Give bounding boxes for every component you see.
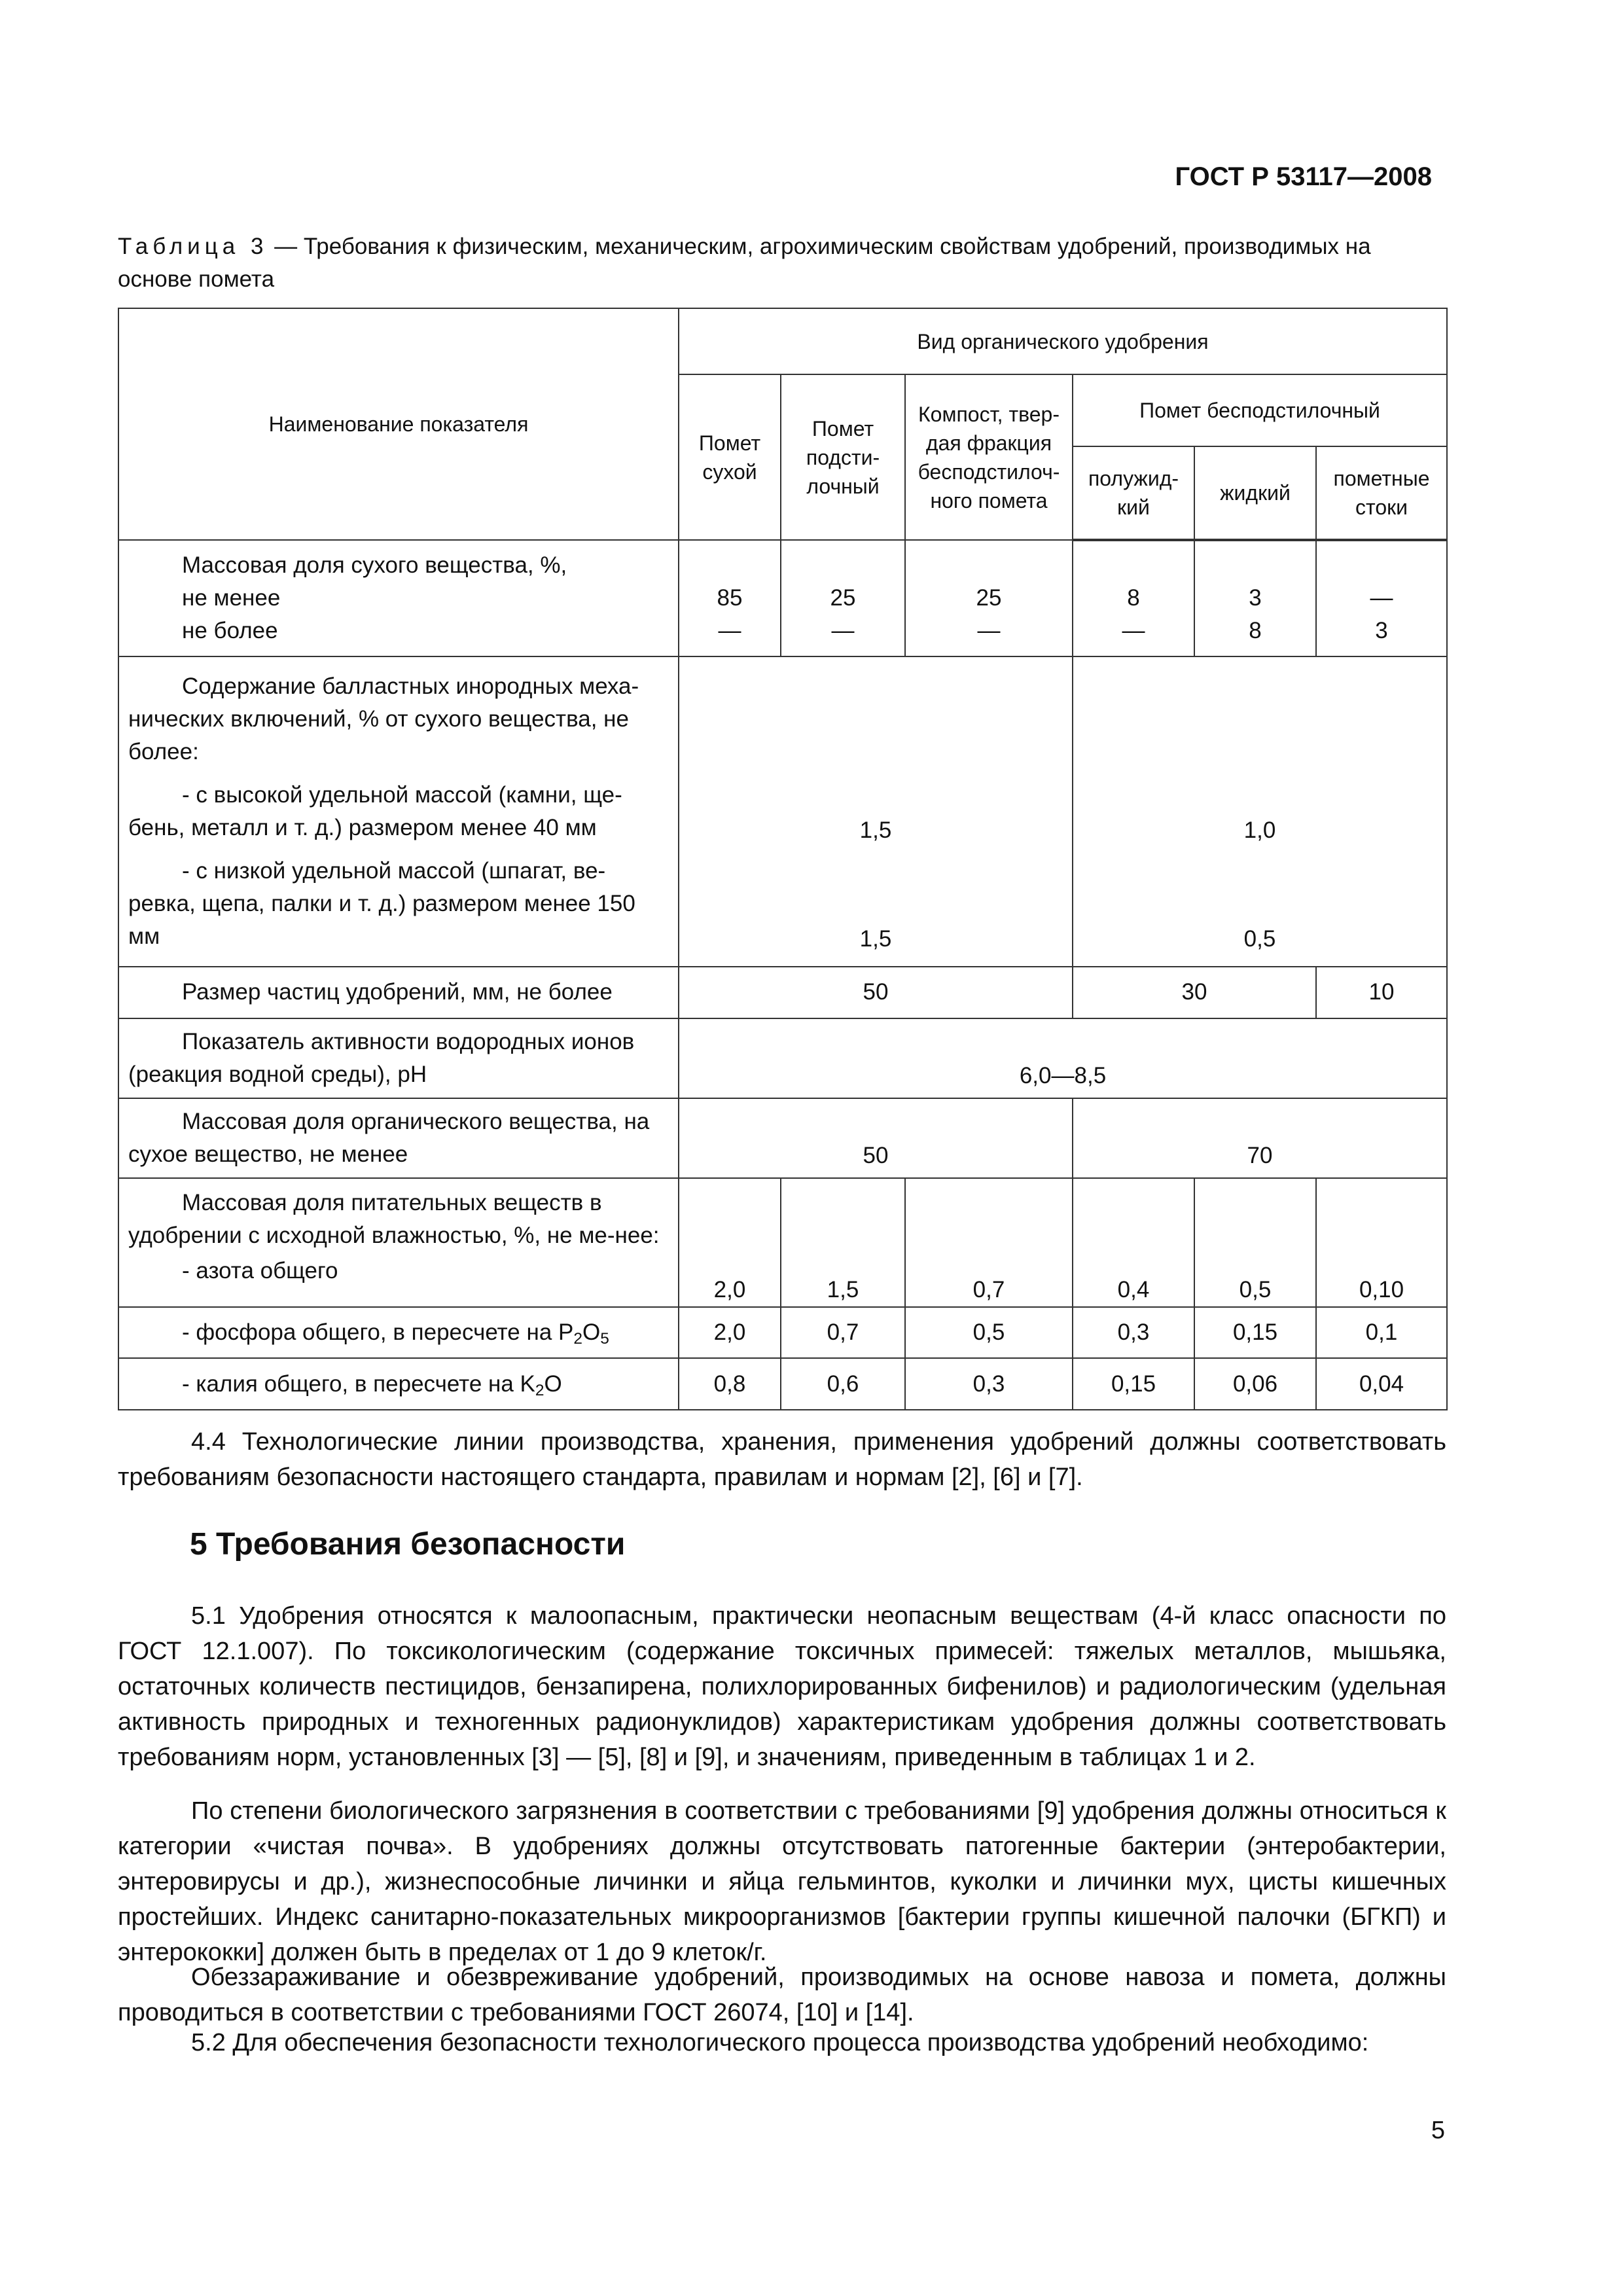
cell-particle-size: 10 [1316,967,1447,1018]
cell-particle-size: 30 [1073,967,1316,1018]
cell-nitrogen: 0,10 [1316,1178,1447,1307]
row-organic-matter-label: Массовая доля органического вещества, на сухое вещество, не менее [118,1098,679,1178]
section-5-title: 5 Требования безопасности [190,1527,626,1562]
cell-potassium: 0,04 [1316,1358,1447,1410]
paragraph-5-1: 5.1 Удобрения относятся к малоопасным, практически неопасным веществам (4-й класс опасности по ГОСТ 12.1.007). По токсикологическим (содержание токсичных примесей: тяжелых металлов, мышьяка, остаточных количеств пестицидов, бензапирена, полихлорированных бифенилов) и радиологическим (удельная активность природных и техногенных радионуклидов) характеристикам удобрения должны соответствовать требованиям норм, установленных [3] — [5], [8] и [9], и значениям, приведенным в таблицах 1 и 2. [118,1602,1446,1771]
cell-phosphorus: 0,15 [1194,1307,1316,1359]
table-caption [118,230,1427,296]
cell-dry-matter: 85 — [679,540,781,656]
row-particle-size-label: Размер частиц удобрений, мм, не более [118,967,679,1018]
cell-nitrogen: 0,7 [905,1178,1073,1307]
cell-nitrogen: 0,4 [1073,1178,1194,1307]
paragraph-4-4: 4.4 Технологические линии производства, хранения, применения удобрений должны соответствовать требованиям безопасности настоящего стандарта, правилам и нормам [2], [6] и [7]. [118,1428,1446,1491]
header-semi-liquid: полужид-кий [1073,446,1194,540]
cell-ph: 6,0—8,5 [679,1018,1447,1098]
row-ballast-label: Содержание балластных инородных меха-нических включений, % от сухого вещества, не более: - с высокой удельной массой (камни, ще-бень, металл и т. д.) размером менее 40 мм - с низкой удельной массой (шпагат, ве-ревка, щепа, палки и т. д.) размером менее 150 мм [118,656,679,967]
row-potassium-label: - калия общего, в пересчете на $K_2O$ [118,1358,679,1410]
document-code: ГОСТ Р 53117—2008 [1175,162,1432,191]
cell-nitrogen: 1,5 [781,1178,905,1307]
cell-phosphorus: 0,3 [1073,1307,1194,1359]
header-litter-manure: Помет подсти-лочный [781,374,905,540]
cell-potassium: 0,06 [1194,1358,1316,1410]
cell-potassium: 0,6 [781,1358,905,1410]
header-compost: Компост, твер-дая фракция бесподстилоч-ного помета [905,374,1073,540]
header-liquid: жидкий [1194,446,1316,540]
row-phosphorus-label: - фосфора общего, в пересчете на $P_2O_5$ [118,1307,679,1359]
header-indicator-name: Наименование показателя [118,308,679,540]
cell-nitrogen: 2,0 [679,1178,781,1307]
paragraph-bio-contamination: По степени биологического загрязнения в соответствии с требованиями [9] удобрения должны относиться к категории «чистая почва». В удобрениях должны отсутствовать патогенные бактерии (энтеробактерии, энтеровирусы и др.), жизнеспособные личинки и яйца гельминтов, куколки и личинки мух, цисты кишечных простейших. Индекс санитарно-показательных микроорганизмов [бактерии группы кишечной палочки (БГКП) и энтерококки] должен быть в пределах от 1 до 9 клеток/г. [118,1797,1446,1966]
paragraph-5-2: 5.2 Для обеспечения безопасности технологического процесса производства удобрений необходимо: [191,2029,1369,2056]
page-number: 5 [1431,2117,1445,2144]
table-caption-text: — Требования к физическим, механическим, агрохимическим свойствам удобрений, производимых на основе помета [118,234,1371,292]
cell-potassium: 0,3 [905,1358,1073,1410]
cell-potassium: 0,8 [679,1358,781,1410]
row-nutrients-label: Массовая доля питательных веществ в удобрении с исходной влажностью, %, не ме-нее: - азота общего [118,1178,679,1307]
cell-nitrogen: 0,5 [1194,1178,1316,1307]
cell-organic-matter: 70 [1073,1098,1447,1178]
cell-ballast-right: 1,0 0,5 [1073,656,1447,967]
cell-dry-matter: 25 — [781,540,905,656]
cell-particle-size: 50 [679,967,1073,1018]
cell-dry-matter: 8 — [1073,540,1194,656]
cell-phosphorus: 0,1 [1316,1307,1447,1359]
row-dry-matter-label: Массовая доля сухого вещества, %, не менее не более [118,540,679,656]
cell-dry-matter: 3 8 [1194,540,1316,656]
cell-potassium: 0,15 [1073,1358,1194,1410]
header-dry-manure: Помет сухой [679,374,781,540]
header-runoff: пометные стоки [1316,446,1447,540]
header-fertilizer-kind: Вид органического удобрения [679,308,1447,374]
cell-phosphorus: 0,5 [905,1307,1073,1359]
cell-phosphorus: 2,0 [679,1307,781,1359]
row-ph-label: Показатель активности водородных ионов (реакция водной среды), рН [118,1018,679,1098]
cell-dry-matter: 25 — [905,540,1073,656]
cell-organic-matter: 50 [679,1098,1073,1178]
cell-ballast-left: 1,5 1,5 [679,656,1073,967]
header-no-litter: Помет бесподстилочный [1073,374,1447,446]
table-caption-prefix: Таблица 3 [118,234,268,259]
paragraph-disinfection: Обеззараживание и обезвреживание удобрений, производимых на основе навоза и помета, должны проводиться в соответствии с требованиями ГОСТ 26074, [10] и [14]. [118,1964,1446,2026]
requirements-table [118,308,1448,1410]
cell-dry-matter: — 3 [1316,540,1447,656]
cell-phosphorus: 0,7 [781,1307,905,1359]
